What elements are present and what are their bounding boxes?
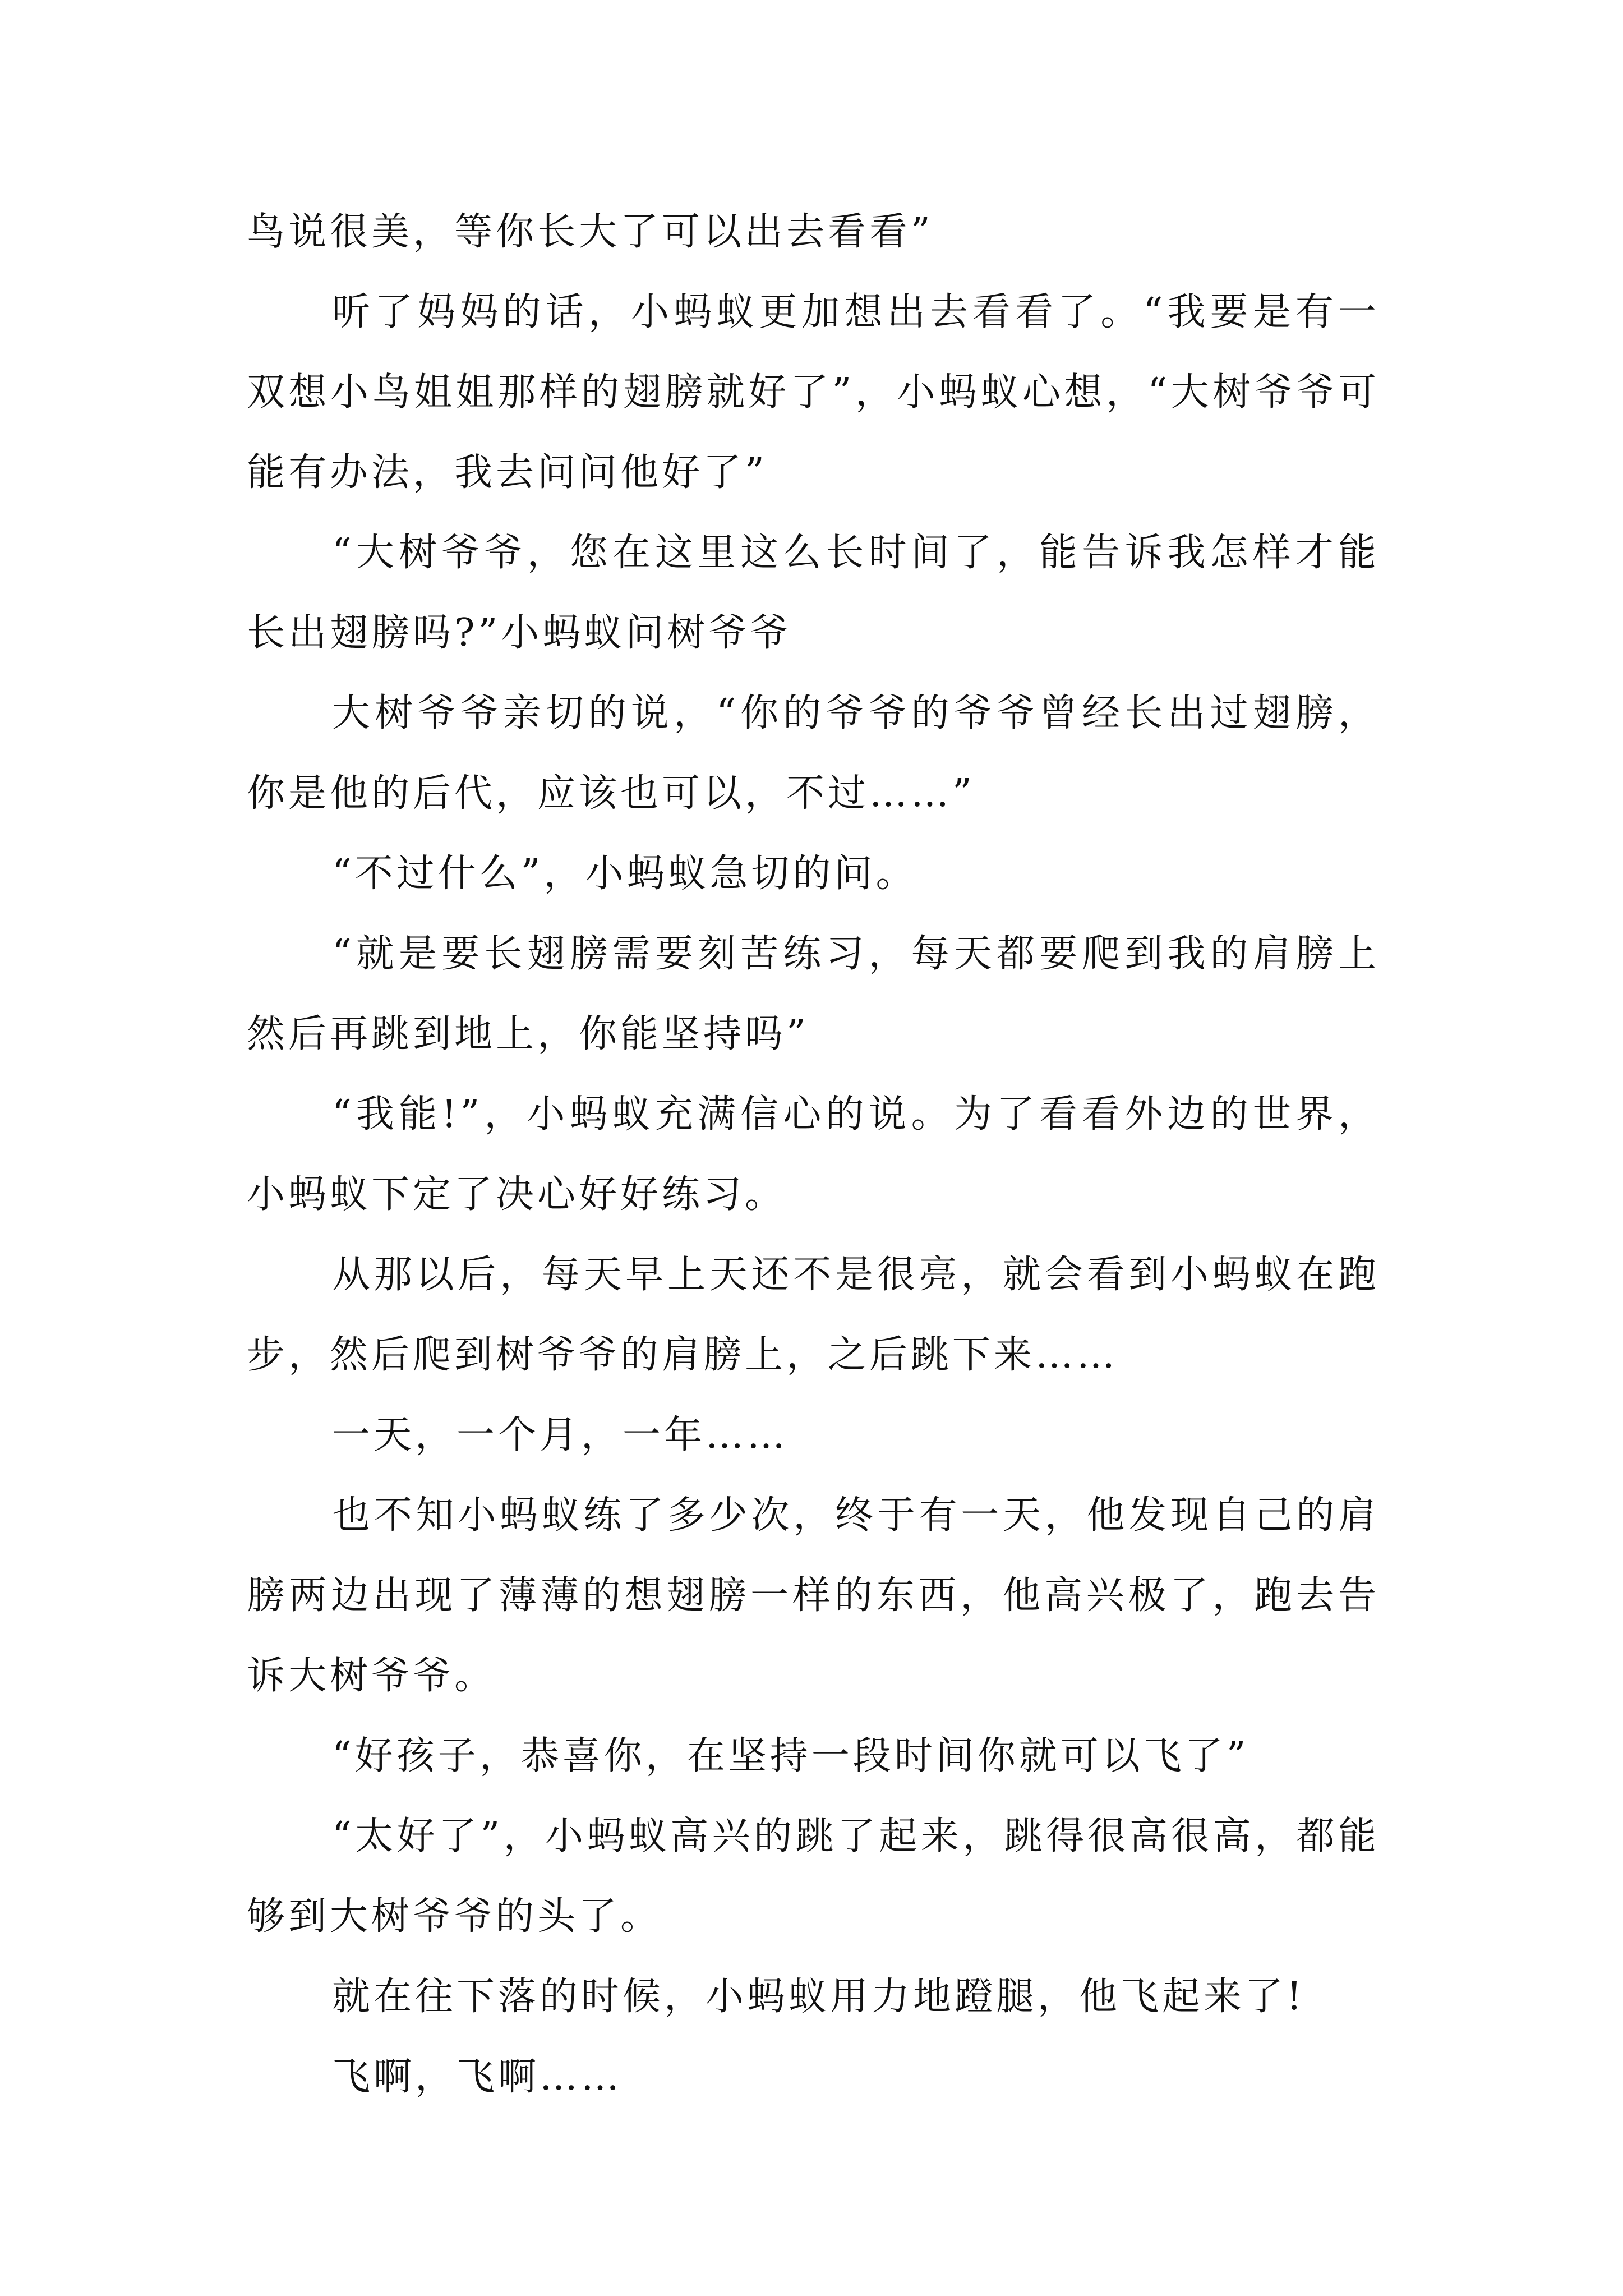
- paragraph: “不过什么”，小蚂蚁急切的问。: [332, 852, 917, 896]
- paragraph: “太好了”，小蚂蚁高兴的跳了起来，跳得很高很高，都能够到大树爷爷的头了。: [247, 1814, 1380, 1939]
- paragraph: “我能!”，小蚂蚁充满信心的说。为了看看外边的世界，小蚂蚁下定了决心好好练习。: [247, 1092, 1380, 1217]
- paragraph: “就是要长翅膀需要刻苦练习，每天都要爬到我的肩膀上然后再跳到地上，你能坚持吗”: [247, 932, 1380, 1056]
- paragraph: 大树爷爷亲切的说，“你的爷爷的爷爷曾经长出过翅膀，你是他的后代，应该也可以，不过……”: [247, 691, 1380, 816]
- paragraph: 听了妈妈的话，小蚂蚁更加想出去看看了。“我要是有一双想小鸟姐姐那样的翅膀就好了”，小蚂蚁心想，“大树爷爷可能有办法，我去问问他好了”: [247, 290, 1380, 495]
- paragraph: “大树爷爷，您在这里这么长时间了，能告诉我怎样才能长出翅膀吗?”小蚂蚁问树爷爷: [247, 531, 1380, 655]
- paragraph: 鸟说很美，等你长大了可以出去看看”: [247, 210, 934, 254]
- paragraph: 一天，一个月，一年……: [332, 1413, 789, 1457]
- paragraph: “好孩子，恭喜你，在坚持一段时间你就可以飞了”: [332, 1734, 1249, 1778]
- paragraph: 从那以后，每天早上天还不是很亮，就会看到小蚂蚁在跑步，然后爬到树爷爷的肩膀上，之后跳下来……: [247, 1253, 1380, 1377]
- paragraph: 就在往下落的时候，小蚂蚁用力地蹬腿，他飞起来了!: [332, 1975, 1306, 2019]
- document-body: [247, 192, 1380, 2117]
- paragraph: 飞啊，飞啊……: [332, 2055, 623, 2099]
- paragraph: 也不知小蚂蚁练了多少次，终于有一天，他发现自己的肩膀两边出现了薄薄的想翅膀一样的东西，他高兴极了，跑去告诉大树爷爷。: [247, 1493, 1380, 1698]
